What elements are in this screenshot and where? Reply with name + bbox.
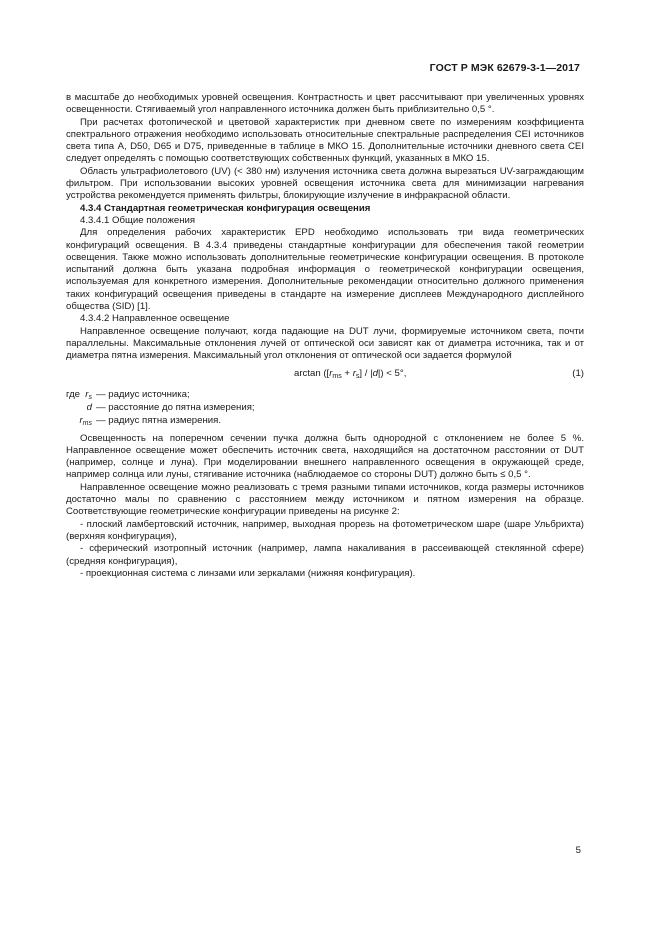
formula-open: ([ <box>323 367 330 379</box>
definition-text: — радиус пятна измерения. <box>96 414 221 426</box>
formula-d: d <box>372 367 378 379</box>
formula-expression <box>294 368 406 380</box>
definition-text: — радиус источника; <box>96 388 190 400</box>
definition-lead: где <box>66 388 81 400</box>
definition-symbol: d <box>86 401 92 413</box>
symbol-sub: ms <box>82 419 92 427</box>
definition-text: — расстояние до пятна измерения; <box>96 401 255 413</box>
formula-sub-s: s <box>355 372 360 380</box>
formula-number: (1) <box>572 367 584 379</box>
definitions-list <box>66 389 584 428</box>
formula <box>66 368 584 388</box>
formula-fn: arctan <box>294 367 321 379</box>
formula-r2: r <box>352 367 356 379</box>
definition-row <box>66 402 584 415</box>
symbol-char: r <box>79 414 83 426</box>
formula-plus: + <box>341 367 353 379</box>
section-heading: 4.3.4 Стандартная геометрическая конфигурация освещения <box>80 202 371 214</box>
formula-r: r <box>329 367 333 379</box>
formula-sub-ms: ms <box>332 372 342 380</box>
paragraph: Для определения рабочих характеристик EPD необходимо использовать три вида геометрических конфигураций освещения. В 4.3.4 приведены стандартные конфигурации для обеспечения такой геометрии освещения. Также можно использовать дополнительные геометрические конфигурации освещения. В протоколе испытаний должна быть указана подробная информация о геометрической конфигурации освещения, используемая для конкретного измерения. Дополнительные рекомендации относительно должного применения таких конфигураций освещения приведены в стандарте на измерение дисплеев Международного дисплейного общества (SID) [1]. <box>66 227 584 313</box>
symbol-char: r <box>85 388 89 400</box>
list-item: - сферический изотропный источник (например, лампа накаливания в рассеивающей стеклянной сфере) (средняя конфигурация), <box>66 543 584 567</box>
paragraph: Направленное освещение можно реализовать с тремя разными типами источников, когда размеры источников достаточно малы по сравнению с расстоянием между источником и пятном измерения на образце. Соответствующие геометрические конфигурации приведены на рисунке 2: <box>66 481 584 518</box>
paragraph: Освещенность на поперечном сечении пучка должна быть однородной с отклонением не более 5 %. Направленное освещение может обеспечить источник света, находящийся на достаточном расстоянии от DUT (например, солнце и луна). При моделировании внешнего направленного освещения в окружающей среде, например солнца или луны, стягивание источника (наблюдаемое со стороны DUT) должно быть ≤ 0,5 °. <box>66 432 584 481</box>
symbol-sub: s <box>88 393 92 401</box>
list-item: - плоский ламбертовский источник, например, выходная прорезь на фотометрическом шаре (шаре Ульбрихта) (верхняя конфигурация), <box>66 518 584 542</box>
paragraph: Направленное освещение получают, когда падающие на DUT лучи, формируемые источником света, почти параллельны. Максимальные отклонения лучей от оптической оси зависят как от диаметра источника, так и от диаметра пятна измерения. Максимальный угол отклонения от оптической оси задается формулой <box>66 325 584 362</box>
definition-symbol <box>66 389 92 401</box>
definition-row <box>66 389 584 402</box>
definition-row <box>66 415 584 428</box>
subsection-heading: 4.3.4.2 Направленное освещение <box>80 313 230 325</box>
page-number: 5 <box>575 845 581 856</box>
subsection-heading: 4.3.4.1 Общие положения <box>80 214 196 226</box>
document-body <box>66 92 584 580</box>
formula-mid: ] / | <box>359 367 373 379</box>
paragraph: в масштабе до необходимых уровней освещения. Контрастность и цвет рассчитывают при увеличенных уровнях освещенности. Стягиваемый угол направленного источника должен быть приблизительно 0,5 °. <box>66 92 584 116</box>
list-item: - проекционная система с линзами или зеркалами (нижняя конфигурация). <box>80 567 416 579</box>
document-header: ГОСТ Р МЭК 62679-3-1—2017 <box>429 62 580 74</box>
formula-close: |) < 5°, <box>377 367 407 379</box>
paragraph: При расчетах фотопической и цветовой характеристик при дневном свете по измерениям коэффициента спектрального отражения необходимо использовать относительные спектральные распределения CEI источников света типа A, D50, D65 и D75, приведенные в таблице в МКО 15. Дополнительные источники дневного света CEI следует определять с помощью соответствующих собственных функций, указанных в МКО 15. <box>66 116 584 165</box>
paragraph: Область ультрафиолетового (UV) (< 380 нм) излучения источника света должна вырезаться UV-заграждающим фильтром. При использовании высоких уровней освещения источника света для минимизации нагревания устройства рекомендуется применять фильтры, блокирующие излучение в инфракрасной области. <box>66 165 584 202</box>
definition-symbol <box>66 415 92 427</box>
